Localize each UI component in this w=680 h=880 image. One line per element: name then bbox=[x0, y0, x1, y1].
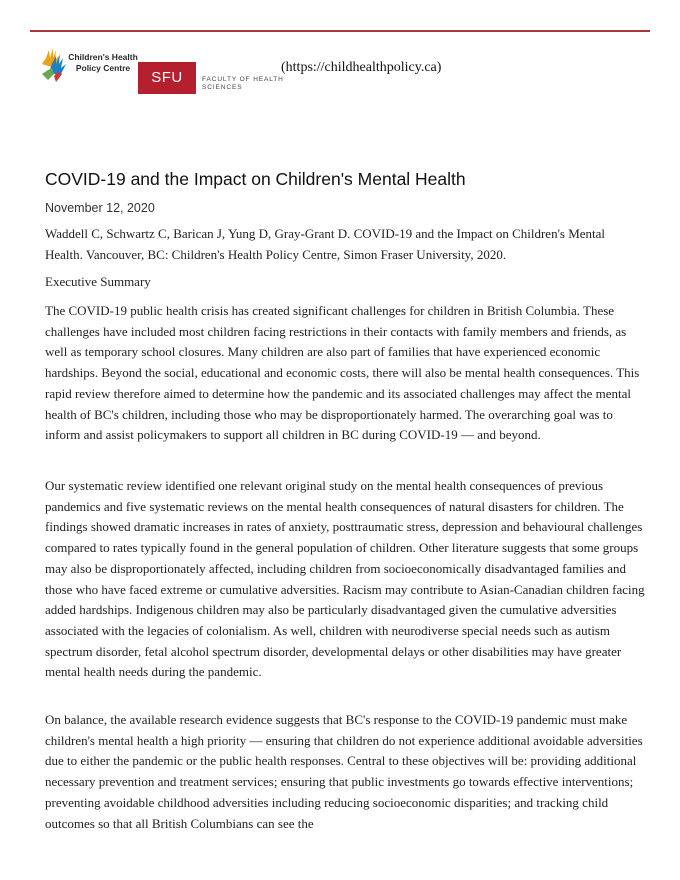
hands-icon bbox=[40, 44, 70, 84]
top-rule bbox=[30, 30, 650, 32]
childrens-health-policy-centre-logo[interactable] bbox=[40, 44, 140, 96]
publication-date: November 12, 2020 bbox=[45, 201, 155, 215]
sfu-wordmark: SFU bbox=[138, 62, 196, 94]
page-title: COVID-19 and the Impact on Children's Mental Health bbox=[45, 169, 466, 189]
paragraph-1: The COVID-19 public health crisis has created significant challenges for children in British Columbia. These challenges have included most children facing restrictions in their contacts with family members and friends, as well as temporary school closures. Many children are also part of families that have experienced economic hardships. Beyond the social, educational and economic costs, there will also be mental health consequences. This rapid review therefore aimed to determine how the pandemic and its associated challenges may affect the mental health of BC's children, including those who may be disproportionately harmed. The overarching goal was to inform and assist policymakers to support all children in BC during COVID-19 — and beyond. bbox=[45, 303, 640, 443]
section-heading: Executive Summary bbox=[45, 274, 151, 289]
paragraph-2: Our systematic review identified one relevant original study on the mental health consequences of previous pandemics and five systematic reviews on the mental health consequences of natural disasters for children. The findings showed dramatic increases in rates of anxiety, posttraumatic stress, depression and behavioural challenges compared to rates typically found in the general population of children. Other literature suggests that some groups may also be disproportionately affected, including children from socioeconomically disadvantaged families and those who have faced extreme or cumulative adversities. Racism may contribute to Asian-Canadian children facing added hardships. Indigenous children may also be particularly disadvantaged given the cumulative adversities associated with the legacies of colonialism. As well, children with neurodiverse special needs such as autism spectrum disorder, fetal alcohol spectrum disorder, developmental delays or other disabilities may have greater mental health needs during the pandemic. bbox=[45, 478, 645, 680]
faculty-label: FACULTY OF HEALTH SCIENCES bbox=[202, 76, 284, 91]
chpc-logo-text: Children's Health Policy Centre bbox=[68, 52, 138, 73]
paragraph-3: On balance, the available research evidence suggests that BC's response to the COVID-19 pandemic must make children's mental health a high priority — ensuring that children do not experience additional avoidable adversities due to either the pandemic or the public health responses. Central to these objectives will be: providing additional necessary prevention and treatment services; ensuring that public investments go towards effective interventions; preventing avoidable childhood adversities including reducing socioeconomic disparities; and tracking child outcomes so that all British Columbians can see the bbox=[45, 712, 643, 831]
citation: Waddell C, Schwartz C, Barican J, Yung D, Gray-Grant D. COVID-19 and the Impact on Children's Mental Health. Vancouver, BC: Children's Health Policy Centre, Simon Fraser University, 2020. bbox=[45, 226, 606, 262]
site-url[interactable]: (https://childhealthpolicy.ca) bbox=[281, 60, 442, 75]
